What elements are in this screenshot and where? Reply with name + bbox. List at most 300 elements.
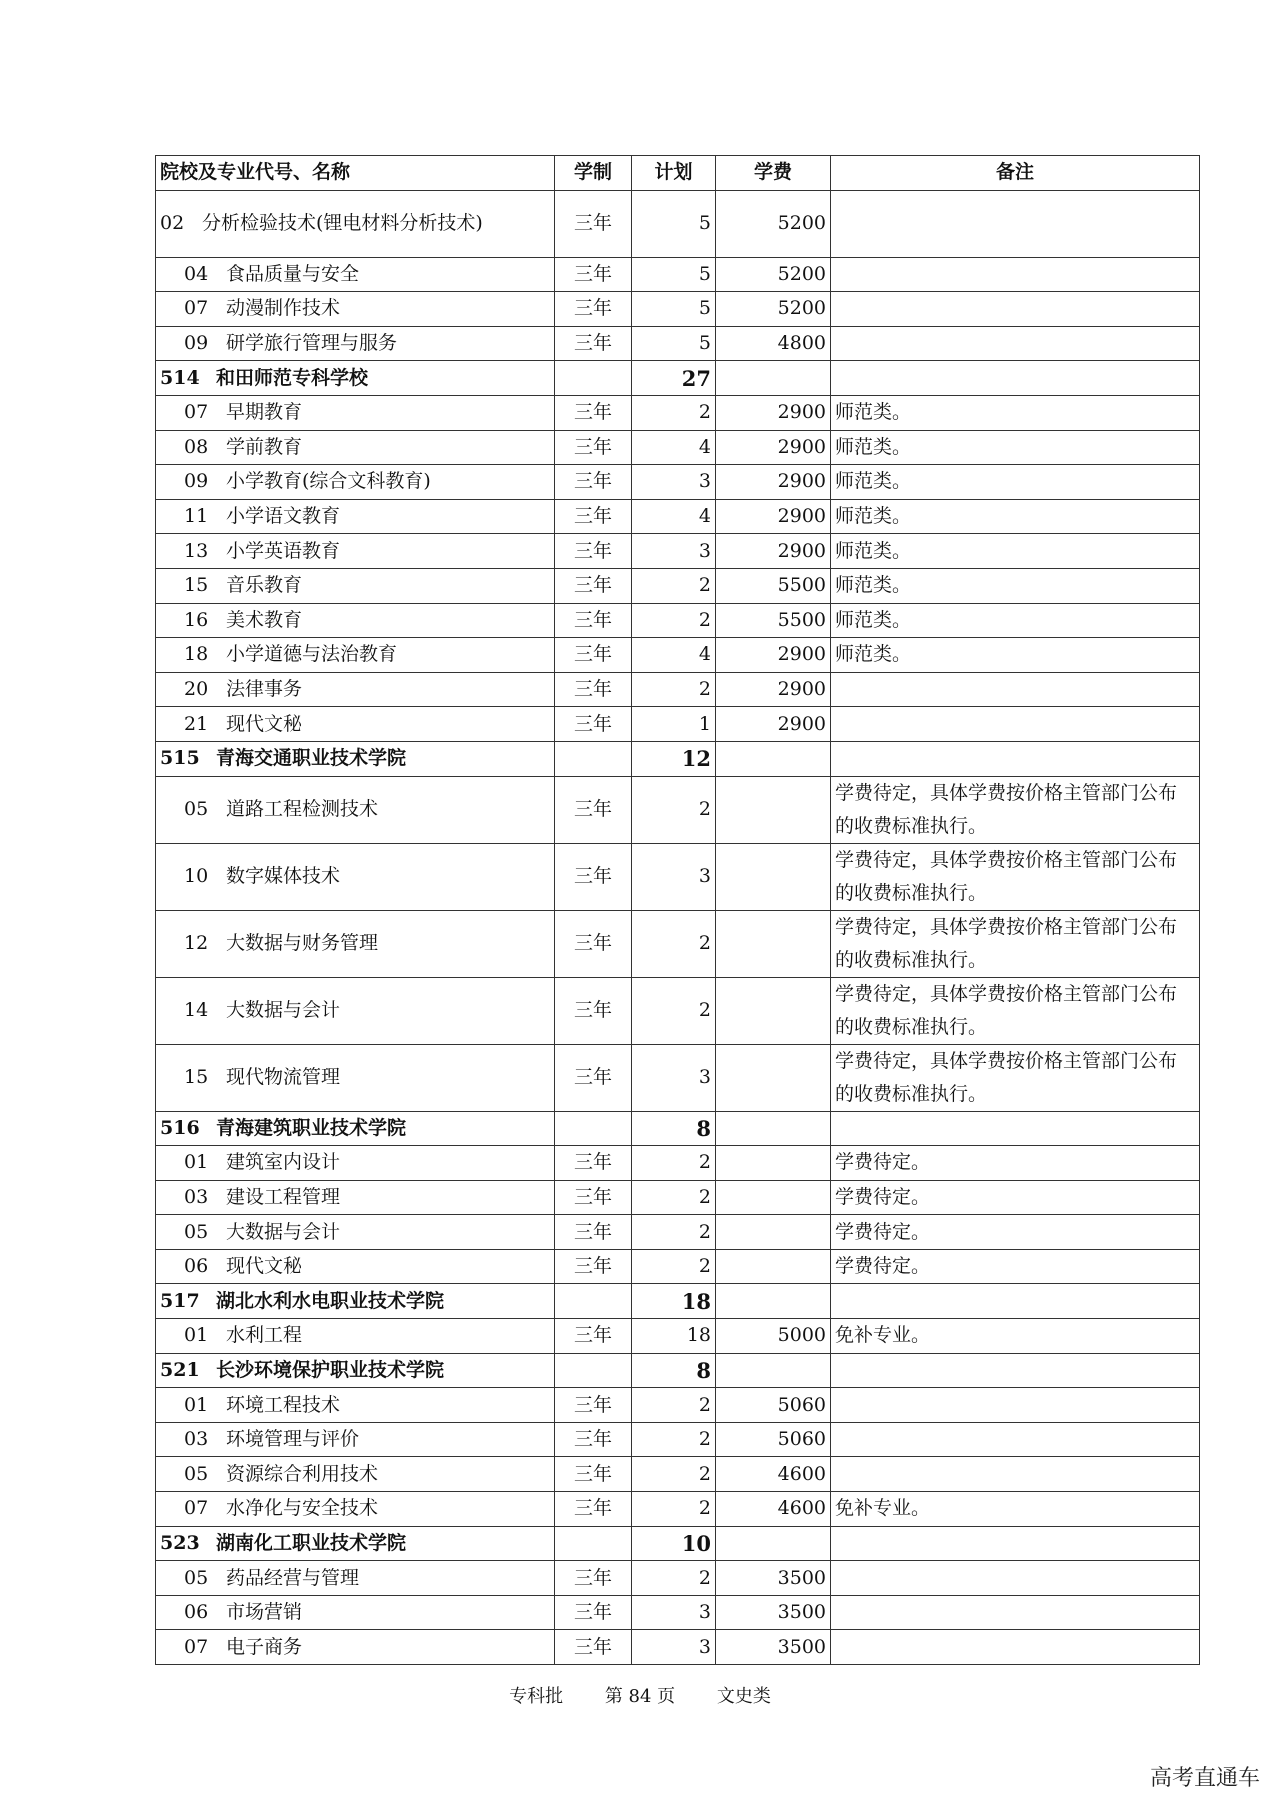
cell-name	[156, 1457, 555, 1492]
cell-note	[831, 1457, 1200, 1492]
cell-note: 师范类。	[831, 603, 1200, 638]
cell-fee: 2900	[716, 707, 831, 742]
cell-years	[555, 1526, 632, 1561]
cell-fee	[716, 1044, 831, 1111]
major-row	[156, 499, 1200, 534]
cell-fee	[716, 910, 831, 977]
row-name: 美术教育	[226, 608, 303, 631]
cell-plan: 8	[632, 1353, 716, 1388]
cell-years: 三年	[555, 395, 632, 430]
cell-fee: 5200	[716, 190, 831, 257]
major-row	[156, 1630, 1200, 1665]
row-code: 14	[184, 999, 209, 1021]
cell-note	[831, 326, 1200, 361]
row-name: 水净化与安全技术	[226, 1497, 379, 1520]
cell-name	[156, 603, 555, 638]
cell-plan: 18	[632, 1319, 716, 1354]
row-name: 湖北水利水电职业技术学院	[216, 1289, 445, 1312]
cell-years: 三年	[555, 1249, 632, 1284]
cell-note: 学费待定，具体学费按价格主管部门公布的收费标准执行。	[831, 1044, 1200, 1111]
cell-plan: 3	[632, 465, 716, 500]
row-name: 药品经营与管理	[226, 1566, 360, 1589]
cell-years: 三年	[555, 534, 632, 569]
cell-note	[831, 1284, 1200, 1319]
cell-years: 三年	[555, 499, 632, 534]
header-name: 院校及专业代号、名称	[156, 156, 555, 191]
cell-name	[156, 430, 555, 465]
row-name: 环境工程技术	[226, 1393, 341, 1416]
row-name: 资源综合利用技术	[226, 1462, 379, 1485]
cell-years: 三年	[555, 1457, 632, 1492]
cell-fee	[716, 1284, 831, 1319]
cell-name	[156, 707, 555, 742]
major-row	[156, 1561, 1200, 1596]
cell-plan: 2	[632, 395, 716, 430]
cell-name	[156, 1111, 555, 1146]
major-row	[156, 843, 1200, 910]
cell-years	[555, 361, 632, 396]
cell-fee: 5200	[716, 292, 831, 327]
row-code: 521	[160, 1358, 200, 1381]
row-code: 07	[184, 401, 209, 424]
cell-note: 学费待定。	[831, 1215, 1200, 1250]
cell-note: 学费待定，具体学费按价格主管部门公布的收费标准执行。	[831, 843, 1200, 910]
row-name: 小学语文教育	[226, 505, 341, 528]
table-body	[156, 190, 1200, 1664]
major-row	[156, 430, 1200, 465]
header-years: 学制	[555, 156, 632, 191]
cell-note: 学费待定。	[831, 1249, 1200, 1284]
cell-plan: 2	[632, 977, 716, 1044]
major-row	[156, 1319, 1200, 1354]
cell-years: 三年	[555, 465, 632, 500]
cell-name	[156, 1526, 555, 1561]
cell-note	[831, 1595, 1200, 1630]
cell-note	[831, 1353, 1200, 1388]
major-row	[156, 1044, 1200, 1111]
major-row	[156, 1249, 1200, 1284]
cell-plan: 2	[632, 1457, 716, 1492]
cell-name	[156, 672, 555, 707]
major-row	[156, 395, 1200, 430]
cell-fee: 4600	[716, 1492, 831, 1527]
cell-note	[831, 190, 1200, 257]
cell-name	[156, 499, 555, 534]
cell-plan: 2	[632, 776, 716, 843]
major-row	[156, 638, 1200, 673]
cell-note: 师范类。	[831, 534, 1200, 569]
row-code: 06	[184, 1255, 209, 1278]
cell-name	[156, 1561, 555, 1596]
cell-name	[156, 361, 555, 396]
cell-note	[831, 741, 1200, 776]
major-row	[156, 977, 1200, 1044]
cell-years: 三年	[555, 568, 632, 603]
major-row	[156, 190, 1200, 257]
cell-name	[156, 1044, 555, 1111]
row-name: 分析检验技术(锂电材料分析技术)	[202, 212, 483, 235]
row-code: 09	[184, 332, 209, 355]
cell-name	[156, 1180, 555, 1215]
row-name: 大数据与会计	[226, 999, 341, 1021]
cell-fee	[716, 776, 831, 843]
major-row	[156, 1215, 1200, 1250]
cell-note: 学费待定。	[831, 1146, 1200, 1181]
row-name: 环境管理与评价	[226, 1428, 360, 1451]
cell-fee: 2900	[716, 465, 831, 500]
cell-plan: 2	[632, 568, 716, 603]
major-row	[156, 465, 1200, 500]
cell-fee: 4600	[716, 1457, 831, 1492]
row-name: 小学道德与法治教育	[226, 643, 398, 666]
cell-name	[156, 1595, 555, 1630]
row-code: 08	[184, 435, 209, 458]
cell-plan: 2	[632, 1422, 716, 1457]
cell-years: 三年	[555, 603, 632, 638]
header-note: 备注	[831, 156, 1200, 191]
cell-years: 三年	[555, 672, 632, 707]
cell-fee: 5500	[716, 568, 831, 603]
cell-plan: 5	[632, 190, 716, 257]
row-name: 研学旅行管理与服务	[226, 332, 398, 355]
major-row	[156, 776, 1200, 843]
major-row	[156, 1457, 1200, 1492]
cell-fee: 3500	[716, 1630, 831, 1665]
row-name: 建设工程管理	[226, 1185, 341, 1208]
row-code: 523	[160, 1531, 200, 1554]
cell-plan: 18	[632, 1284, 716, 1319]
cell-years: 三年	[555, 977, 632, 1044]
cell-plan: 2	[632, 1249, 716, 1284]
cell-years	[555, 1111, 632, 1146]
row-code: 05	[184, 1566, 209, 1589]
row-code: 13	[184, 539, 209, 562]
cell-name	[156, 1388, 555, 1423]
cell-fee: 5500	[716, 603, 831, 638]
cell-fee: 5000	[716, 1319, 831, 1354]
cell-fee: 4800	[716, 326, 831, 361]
row-name: 大数据与财务管理	[226, 932, 379, 954]
row-name: 小学英语教育	[226, 539, 341, 562]
cell-fee	[716, 1215, 831, 1250]
cell-name	[156, 910, 555, 977]
cell-fee: 2900	[716, 395, 831, 430]
cell-plan: 2	[632, 1388, 716, 1423]
cell-fee	[716, 843, 831, 910]
cell-fee: 5060	[716, 1388, 831, 1423]
cell-years	[555, 1284, 632, 1319]
cell-note: 学费待定，具体学费按价格主管部门公布的收费标准执行。	[831, 977, 1200, 1044]
cell-name	[156, 1630, 555, 1665]
row-code: 12	[184, 932, 209, 954]
footer-category: 文史类	[716, 1686, 771, 1707]
row-name: 食品质量与安全	[226, 262, 360, 285]
cell-plan: 27	[632, 361, 716, 396]
cell-note: 师范类。	[831, 638, 1200, 673]
cell-note: 免补专业。	[831, 1492, 1200, 1527]
major-row	[156, 326, 1200, 361]
cell-plan: 2	[632, 1146, 716, 1181]
cell-plan: 3	[632, 843, 716, 910]
cell-plan: 12	[632, 741, 716, 776]
major-row	[156, 1492, 1200, 1527]
cell-name	[156, 741, 555, 776]
cell-name	[156, 1319, 555, 1354]
row-name: 数字媒体技术	[226, 865, 341, 887]
school-row	[156, 1284, 1200, 1319]
cell-plan: 5	[632, 257, 716, 292]
cell-years: 三年	[555, 292, 632, 327]
school-row	[156, 1526, 1200, 1561]
cell-note	[831, 1388, 1200, 1423]
cell-years	[555, 741, 632, 776]
row-name: 道路工程检测技术	[226, 798, 379, 820]
cell-years: 三年	[555, 1561, 632, 1596]
header-plan: 计划	[632, 156, 716, 191]
cell-note	[831, 292, 1200, 327]
row-name: 小学教育(综合文科教育)	[226, 470, 431, 493]
row-name: 现代物流管理	[226, 1066, 341, 1088]
row-code: 515	[160, 747, 200, 770]
cell-plan: 5	[632, 326, 716, 361]
cell-years	[555, 1353, 632, 1388]
cell-years: 三年	[555, 776, 632, 843]
major-row	[156, 1595, 1200, 1630]
row-code: 10	[184, 865, 209, 887]
major-row	[156, 568, 1200, 603]
cell-name	[156, 1492, 555, 1527]
row-code: 20	[184, 678, 209, 701]
row-code: 11	[184, 505, 209, 528]
cell-name	[156, 1249, 555, 1284]
cell-note: 师范类。	[831, 465, 1200, 500]
cell-plan: 8	[632, 1111, 716, 1146]
cell-years: 三年	[555, 1422, 632, 1457]
cell-fee: 2900	[716, 534, 831, 569]
cell-fee	[716, 1180, 831, 1215]
cell-fee: 2900	[716, 672, 831, 707]
cell-years: 三年	[555, 1215, 632, 1250]
header-fee: 学费	[716, 156, 831, 191]
cell-years: 三年	[555, 910, 632, 977]
row-name: 青海交通职业技术学院	[216, 747, 407, 770]
major-row	[156, 534, 1200, 569]
row-name: 音乐教育	[226, 574, 303, 597]
cell-name	[156, 257, 555, 292]
row-code: 06	[184, 1601, 209, 1624]
school-row	[156, 1353, 1200, 1388]
cell-name	[156, 326, 555, 361]
cell-years: 三年	[555, 1388, 632, 1423]
cell-years: 三年	[555, 1630, 632, 1665]
row-code: 01	[184, 1151, 209, 1174]
cell-note: 学费待定，具体学费按价格主管部门公布的收费标准执行。	[831, 776, 1200, 843]
row-code: 21	[184, 712, 209, 735]
cell-note	[831, 1422, 1200, 1457]
cell-plan: 10	[632, 1526, 716, 1561]
row-code: 05	[184, 1462, 209, 1485]
cell-note	[831, 1630, 1200, 1665]
major-row	[156, 1422, 1200, 1457]
row-code: 01	[184, 1324, 209, 1347]
cell-plan: 1	[632, 707, 716, 742]
major-row	[156, 1388, 1200, 1423]
row-code: 02	[160, 212, 185, 235]
row-code: 07	[184, 1497, 209, 1520]
cell-name	[156, 776, 555, 843]
major-row	[156, 1146, 1200, 1181]
cell-years: 三年	[555, 1180, 632, 1215]
row-name: 现代文秘	[226, 1255, 303, 1278]
row-name: 学前教育	[226, 435, 303, 458]
row-code: 04	[184, 262, 209, 285]
cell-fee	[716, 361, 831, 396]
cell-fee: 5200	[716, 257, 831, 292]
row-code: 516	[160, 1116, 200, 1139]
cell-fee	[716, 1249, 831, 1284]
major-row	[156, 257, 1200, 292]
major-row	[156, 292, 1200, 327]
row-name: 动漫制作技术	[226, 297, 341, 320]
row-code: 03	[184, 1428, 209, 1451]
cell-note	[831, 1111, 1200, 1146]
cell-name	[156, 1422, 555, 1457]
cell-years: 三年	[555, 430, 632, 465]
school-row	[156, 741, 1200, 776]
cell-name	[156, 1215, 555, 1250]
cell-fee	[716, 1526, 831, 1561]
cell-fee: 3500	[716, 1595, 831, 1630]
cell-years: 三年	[555, 257, 632, 292]
cell-name	[156, 292, 555, 327]
cell-note: 师范类。	[831, 430, 1200, 465]
row-code: 07	[184, 297, 209, 320]
major-row	[156, 1180, 1200, 1215]
table-header-row	[156, 156, 1200, 191]
cell-fee	[716, 1146, 831, 1181]
major-row	[156, 672, 1200, 707]
cell-note	[831, 1526, 1200, 1561]
page-footer	[0, 1682, 1280, 1708]
cell-plan: 4	[632, 499, 716, 534]
row-name: 湖南化工职业技术学院	[216, 1531, 407, 1554]
cell-name	[156, 638, 555, 673]
major-row	[156, 910, 1200, 977]
cell-years: 三年	[555, 843, 632, 910]
row-name: 大数据与会计	[226, 1220, 341, 1243]
row-code: 03	[184, 1185, 209, 1208]
cell-fee: 2900	[716, 638, 831, 673]
cell-years: 三年	[555, 1146, 632, 1181]
cell-fee: 3500	[716, 1561, 831, 1596]
cell-years: 三年	[555, 1595, 632, 1630]
cell-note: 师范类。	[831, 568, 1200, 603]
row-code: 514	[160, 366, 200, 389]
cell-name	[156, 395, 555, 430]
cell-fee: 2900	[716, 430, 831, 465]
cell-plan: 3	[632, 1595, 716, 1630]
row-code: 09	[184, 470, 209, 493]
row-code: 05	[184, 798, 209, 820]
row-code: 517	[160, 1289, 200, 1312]
cell-years: 三年	[555, 1492, 632, 1527]
cell-plan: 2	[632, 910, 716, 977]
cell-name	[156, 1146, 555, 1181]
cell-fee	[716, 1353, 831, 1388]
cell-note: 师范类。	[831, 499, 1200, 534]
row-code: 15	[184, 574, 209, 597]
cell-years: 三年	[555, 1319, 632, 1354]
cell-plan: 2	[632, 672, 716, 707]
row-name: 市场营销	[226, 1601, 303, 1624]
cell-years: 三年	[555, 190, 632, 257]
cell-note	[831, 672, 1200, 707]
cell-fee: 2900	[716, 499, 831, 534]
row-name: 建筑室内设计	[226, 1151, 341, 1174]
row-name: 长沙环境保护职业技术学院	[216, 1358, 445, 1381]
row-name: 现代文秘	[226, 712, 303, 735]
cell-name	[156, 568, 555, 603]
cell-name	[156, 977, 555, 1044]
row-name: 和田师范专科学校	[216, 366, 369, 389]
cell-plan: 4	[632, 638, 716, 673]
row-code: 01	[184, 1393, 209, 1416]
school-row	[156, 1111, 1200, 1146]
cell-note	[831, 361, 1200, 396]
cell-name	[156, 843, 555, 910]
cell-name	[156, 190, 555, 257]
row-name: 早期教育	[226, 401, 303, 424]
row-code: 16	[184, 608, 209, 631]
row-name: 法律事务	[226, 678, 303, 701]
row-code: 07	[184, 1635, 209, 1658]
row-name: 电子商务	[226, 1635, 303, 1658]
cell-note	[831, 1561, 1200, 1596]
cell-fee	[716, 1111, 831, 1146]
cell-plan: 2	[632, 1492, 716, 1527]
cell-fee	[716, 741, 831, 776]
cell-years: 三年	[555, 1044, 632, 1111]
cell-plan: 2	[632, 603, 716, 638]
cell-plan: 3	[632, 534, 716, 569]
school-row	[156, 361, 1200, 396]
footer-page-number: 第 84 页	[604, 1686, 676, 1707]
row-code: 18	[184, 643, 209, 666]
row-name: 青海建筑职业技术学院	[216, 1116, 407, 1139]
cell-plan: 3	[632, 1044, 716, 1111]
cell-note: 师范类。	[831, 395, 1200, 430]
cell-name	[156, 465, 555, 500]
cell-fee: 5060	[716, 1422, 831, 1457]
major-row	[156, 603, 1200, 638]
cell-note	[831, 707, 1200, 742]
watermark-text: 高考直通车	[1149, 1766, 1260, 1791]
footer-batch: 专科批	[509, 1686, 564, 1707]
cell-note	[831, 257, 1200, 292]
cell-note: 免补专业。	[831, 1319, 1200, 1354]
cell-note: 学费待定。	[831, 1180, 1200, 1215]
cell-years: 三年	[555, 638, 632, 673]
major-row	[156, 707, 1200, 742]
cell-plan: 2	[632, 1215, 716, 1250]
cell-name	[156, 534, 555, 569]
cell-plan: 5	[632, 292, 716, 327]
cell-plan: 4	[632, 430, 716, 465]
cell-fee	[716, 977, 831, 1044]
cell-years: 三年	[555, 326, 632, 361]
row-code: 05	[184, 1220, 209, 1243]
admissions-table	[155, 155, 1200, 1665]
